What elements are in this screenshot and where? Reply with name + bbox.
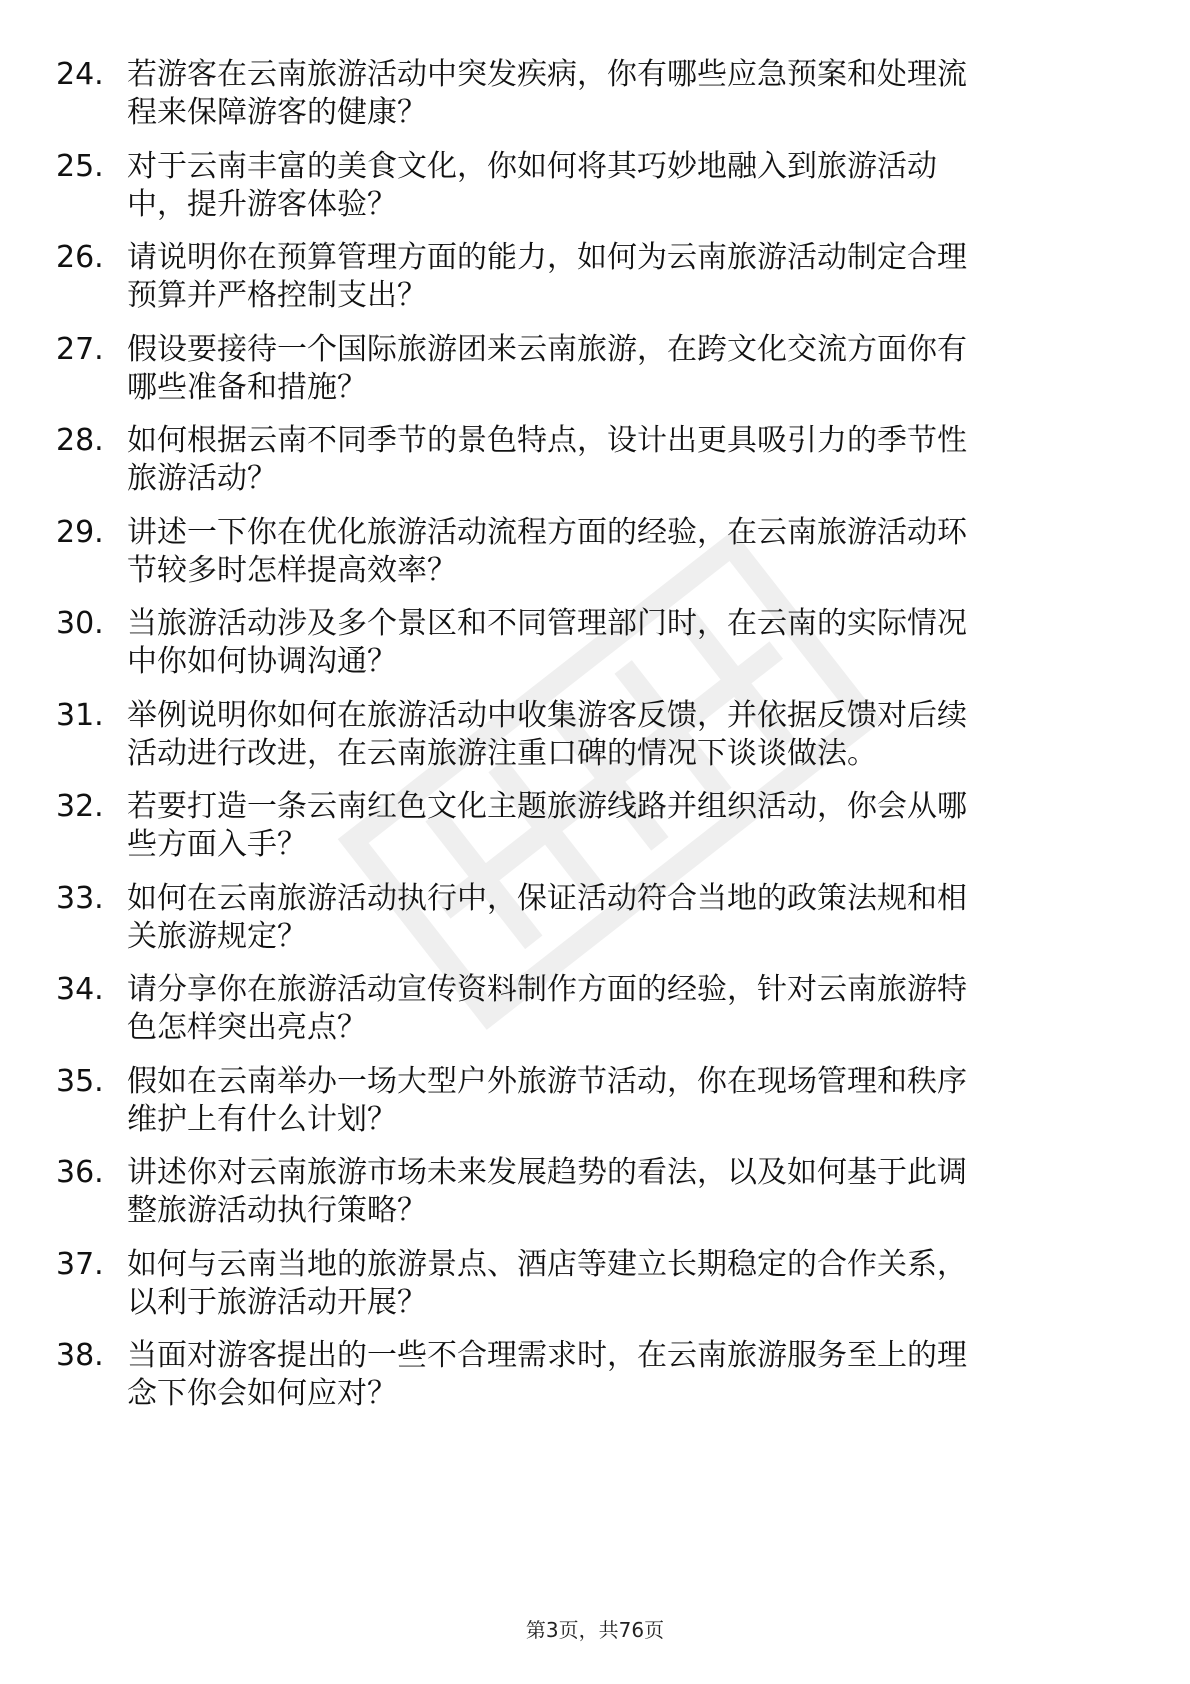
question-text-line2: 念下你会如何应对？ <box>127 1376 397 1411</box>
question-number: 26. <box>56 240 104 275</box>
question-text-line1: 对于云南丰富的美食文化，你如何将其巧妙地融入到旅游活动 <box>127 149 937 184</box>
question-number: 33. <box>56 881 104 916</box>
question-text-line1: 请分享你在旅游活动宣传资料制作方面的经验，针对云南旅游特 <box>127 972 967 1007</box>
question-number: 35. <box>56 1064 104 1099</box>
question-text-line2: 哪些准备和措施？ <box>127 370 367 405</box>
question-text-line1: 请说明你在预算管理方面的能力，如何为云南旅游活动制定合理 <box>127 240 967 275</box>
question-number: 30. <box>56 606 104 641</box>
question-text-line2: 活动进行改进，在云南旅游注重口碑的情况下谈谈做法。 <box>127 736 877 771</box>
question-text-line2: 中，提升游客体验？ <box>127 187 397 222</box>
question-number: 38. <box>56 1338 104 1373</box>
question-text-line2: 节较多时怎样提高效率？ <box>127 553 457 588</box>
question-number: 29. <box>56 515 104 550</box>
question-text-line1: 假如在云南举办一场大型户外旅游节活动，你在现场管理和秩序 <box>127 1064 967 1099</box>
question-text-line2: 色怎样突出亮点？ <box>127 1010 367 1045</box>
question-text-line2: 维护上有什么计划？ <box>127 1102 397 1137</box>
question-number: 24. <box>56 57 104 92</box>
question-text-line2: 旅游活动？ <box>127 461 277 496</box>
watermark-stamp <box>300 520 920 1040</box>
question-text-line1: 如何在云南旅游活动执行中，保证活动符合当地的政策法规和相 <box>127 881 967 916</box>
question-text-line1: 假设要接待一个国际旅游团来云南旅游，在跨文化交流方面你有 <box>127 332 967 367</box>
question-number: 32. <box>56 789 104 824</box>
question-text-line2: 些方面入手？ <box>127 827 307 862</box>
question-number: 28. <box>56 423 104 458</box>
page-footer: 第3页，共76页 <box>525 1618 665 1642</box>
question-text-line2: 关旅游规定？ <box>127 919 307 954</box>
question-text-line1: 讲述一下你在优化旅游活动流程方面的经验，在云南旅游活动环 <box>127 515 967 550</box>
question-text-line1: 讲述你对云南旅游市场未来发展趋势的看法，以及如何基于此调 <box>127 1155 967 1190</box>
question-number: 27. <box>56 332 104 367</box>
question-text-line1: 若游客在云南旅游活动中突发疾病，你有哪些应急预案和处理流 <box>127 57 967 92</box>
question-number: 34. <box>56 972 104 1007</box>
question-text-line1: 当面对游客提出的一些不合理需求时，在云南旅游服务至上的理 <box>127 1338 967 1373</box>
question-text-line2: 预算并严格控制支出？ <box>127 278 427 313</box>
question-number: 25. <box>56 149 104 184</box>
question-number: 36. <box>56 1155 104 1190</box>
question-text-line1: 当旅游活动涉及多个景区和不同管理部门时，在云南的实际情况 <box>127 606 967 641</box>
question-text-line1: 如何与云南当地的旅游景点、酒店等建立长期稳定的合作关系， <box>127 1247 967 1282</box>
question-number: 31. <box>56 698 104 733</box>
question-text-line2: 中你如何协调沟通？ <box>127 644 397 679</box>
question-text-line1: 举例说明你如何在旅游活动中收集游客反馈，并依据反馈对后续 <box>127 698 967 733</box>
question-number: 37. <box>56 1247 104 1282</box>
question-text-line2: 程来保障游客的健康？ <box>127 95 427 130</box>
question-text-line2: 整旅游活动执行策略？ <box>127 1193 427 1228</box>
question-text-line2: 以利于旅游活动开展？ <box>127 1285 427 1320</box>
question-text-line1: 若要打造一条云南红色文化主题旅游线路并组织活动，你会从哪 <box>127 789 967 824</box>
question-text-line1: 如何根据云南不同季节的景色特点，设计出更具吸引力的季节性 <box>127 423 967 458</box>
